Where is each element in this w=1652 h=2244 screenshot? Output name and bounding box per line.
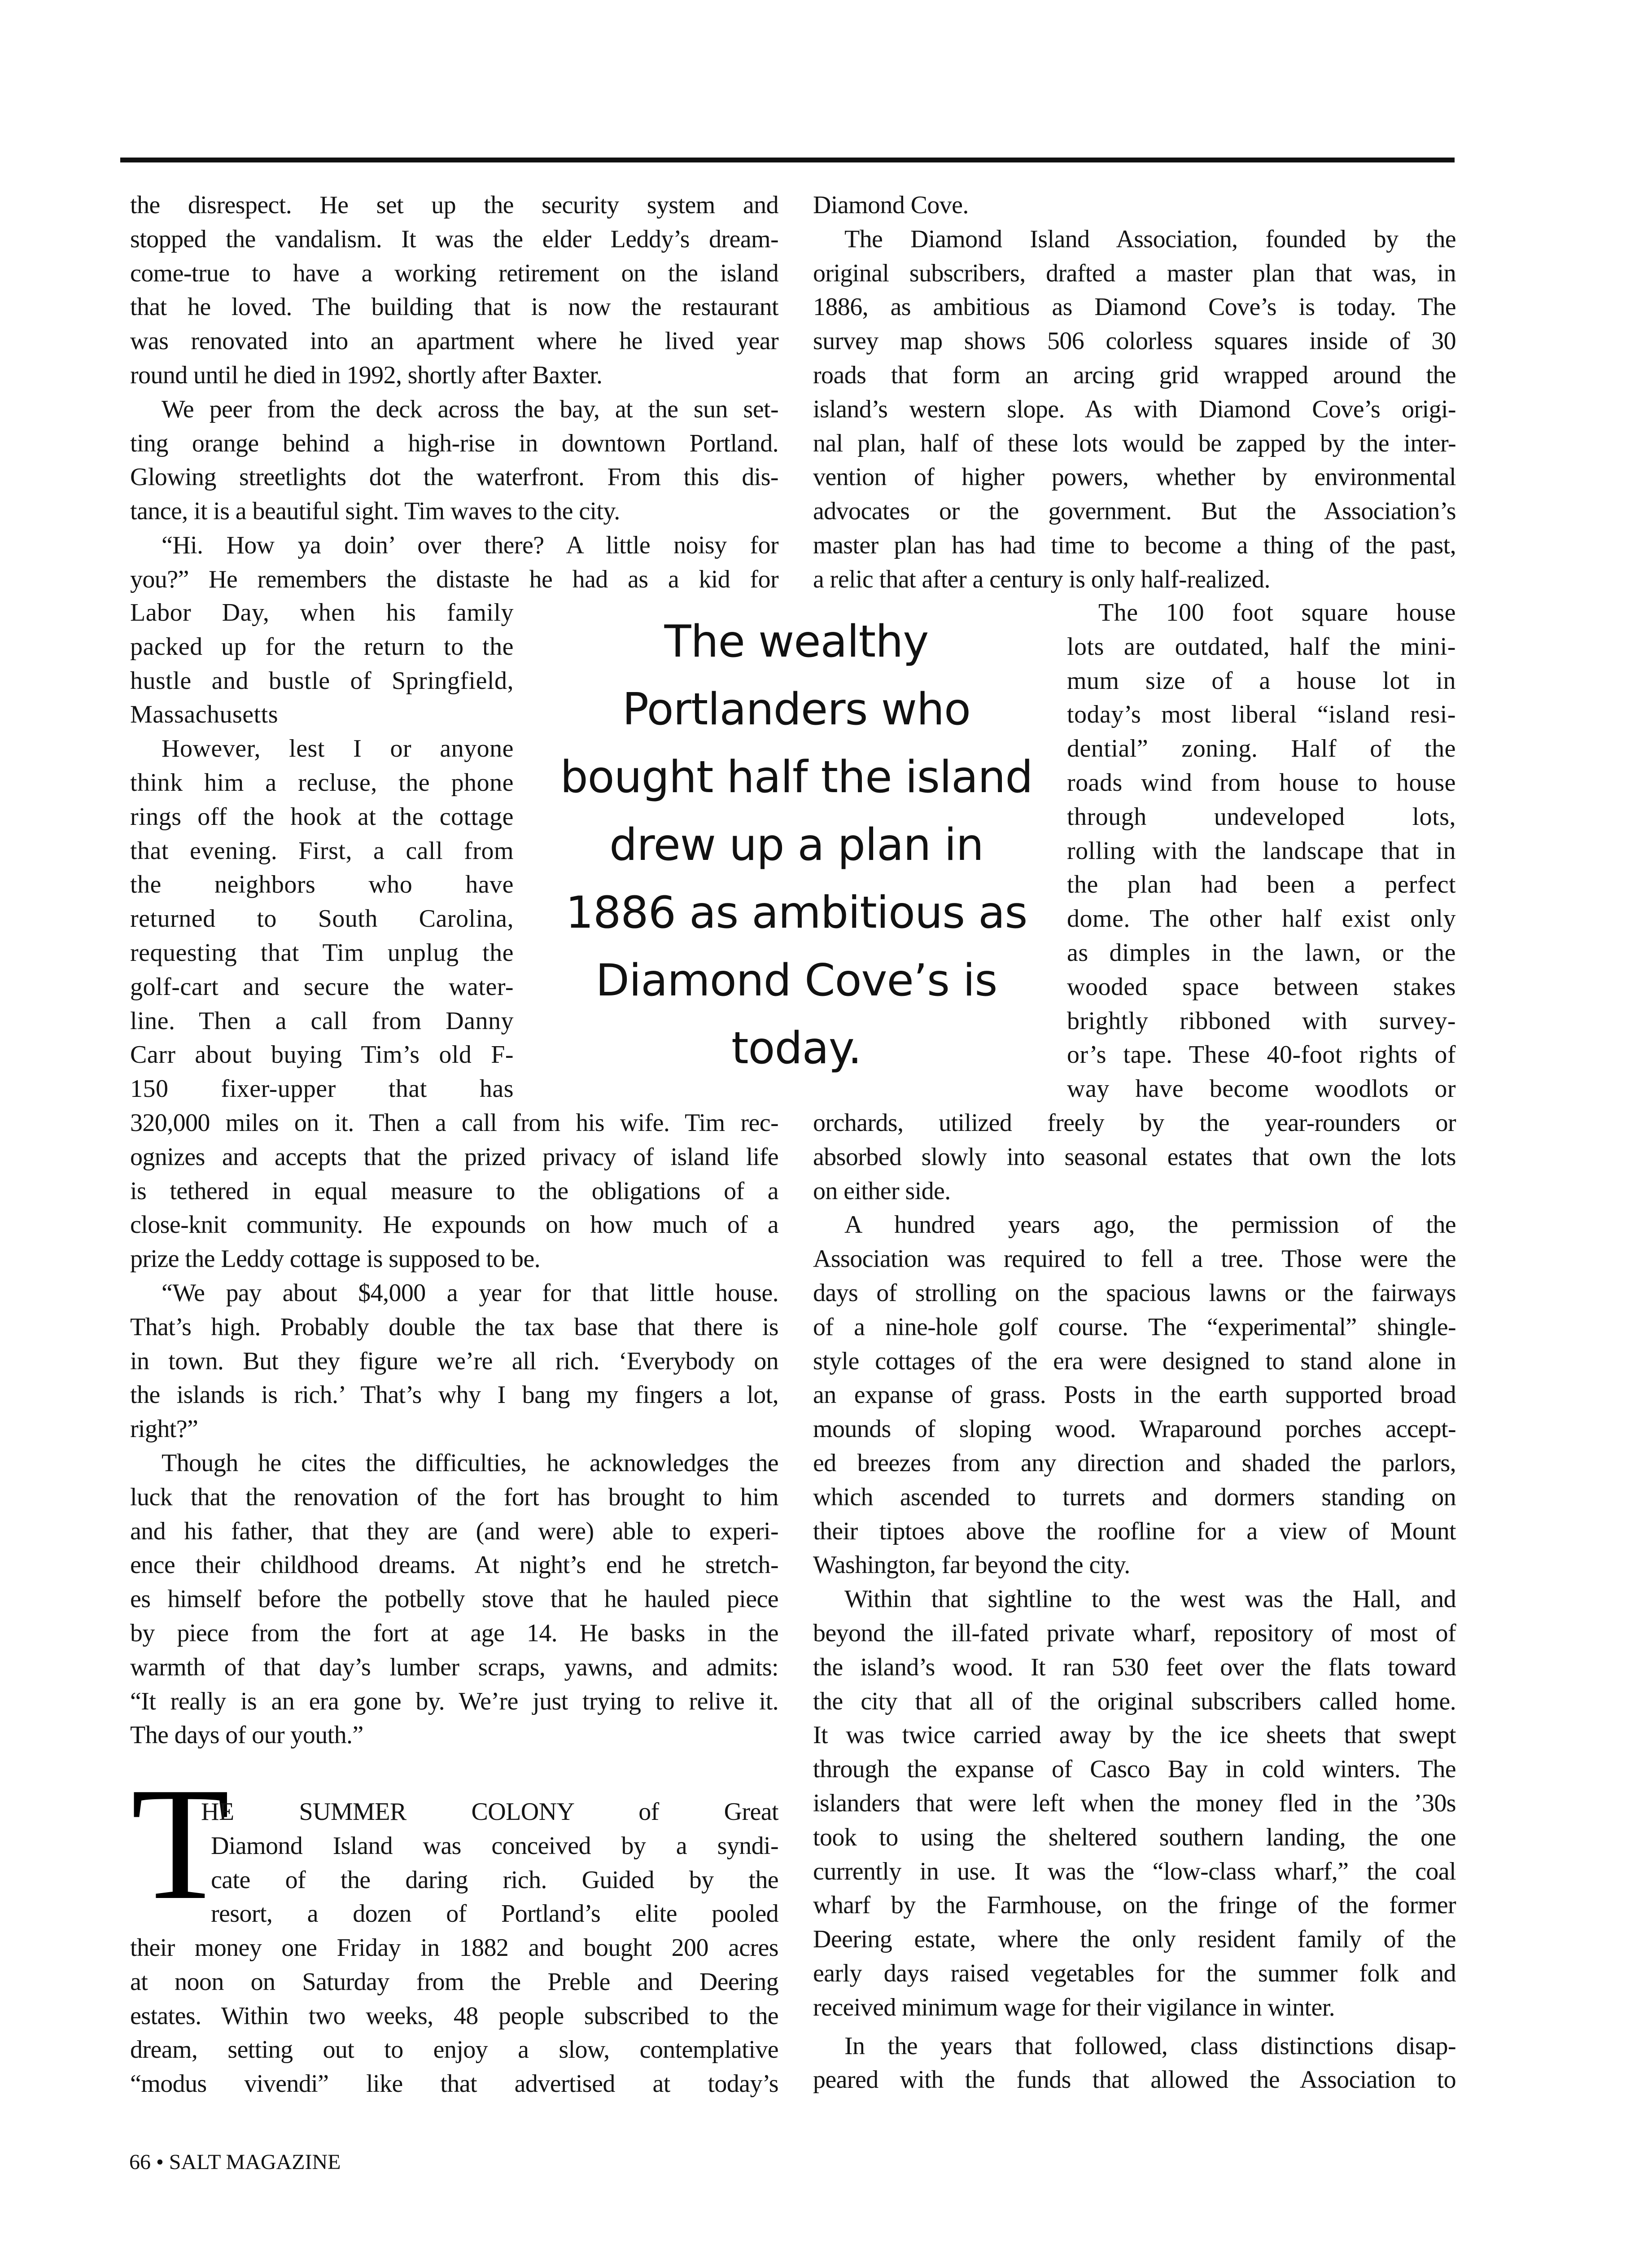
text-line: vention of higher powers, whether by environmental (813, 463, 1456, 491)
text-line: their tiptoes above the roofline for a view of Mount (813, 1517, 1456, 1545)
text-line: or’s tape. These 40-foot rights of (1067, 1041, 1456, 1069)
text-line: 150 fixer-upper that has (130, 1075, 514, 1103)
text-line: Though he cites the difficulties, he acknowledges the (162, 1449, 778, 1477)
left-column-final (130, 1931, 778, 2101)
text-line: dential” zoning. Half of the (1067, 735, 1456, 763)
text-line: Carr about buying Tim’s old F- (130, 1041, 514, 1069)
text-line: lots are outdated, half the mini- (1067, 632, 1456, 661)
text-line: dream, setting out to enjoy a slow, contemplative (130, 2036, 778, 2064)
text-line: in town. But they figure we’re all rich. ‘Everybody on (130, 1347, 778, 1375)
text-line: Washington, far beyond the city. (813, 1551, 1130, 1579)
text-line: took to using the sheltered southern landing, the one (813, 1823, 1456, 1851)
text-line: “Hi. How ya doin’ over there? A little noisy for (162, 531, 778, 559)
text-line: brightly ribboned with survey- (1067, 1007, 1456, 1035)
text-line: The Diamond Island Association, founded by the (844, 225, 1456, 253)
text-line: wharf by the Farmhouse, on the fringe of the former (813, 1891, 1456, 1920)
text-line: roads that form an arcing grid wrapped around the (813, 361, 1456, 389)
pull-quote-line: today. (731, 1023, 861, 1074)
pull-quote-line: Portlanders who (622, 684, 970, 735)
text-line: tance, it is a beautiful sight. Tim waves to the city. (130, 497, 620, 526)
text-line: round until he died in 1992, shortly after Baxter. (130, 361, 603, 389)
text-line: received minimum wage for their vigilance in winter. (813, 1993, 1335, 2021)
text-line: the disrespect. He set up the security system and (130, 191, 778, 219)
text-line: hustle and bustle of Springfield, (130, 666, 514, 695)
text-line: beyond the ill-fated private wharf, repository of most of (813, 1619, 1456, 1647)
text-line: ting orange behind a high-rise in downtown Portland. (130, 429, 778, 457)
text-line: orchards, utilized freely by the year-rounders or (813, 1109, 1456, 1137)
text-line: survey map shows 506 colorless squares inside of 30 (813, 327, 1456, 355)
pull-quote-line: The wealthy (664, 616, 929, 667)
text-line: was renovated into an apartment where he lived year (130, 327, 778, 355)
text-line: HE SUMMER COLONY of Great (201, 1798, 778, 1826)
text-line: returned to South Carolina, (130, 905, 514, 933)
text-line: the plan had been a perfect (1067, 871, 1456, 899)
text-line: that evening. First, a call from (130, 837, 514, 865)
text-line: today’s most liberal “island resi- (1067, 701, 1456, 729)
right-column-bottom (813, 1106, 1456, 2097)
text-line: and his father, that they are (and were) able to experi- (130, 1517, 778, 1545)
text-line: A hundred years ago, the permission of the (844, 1211, 1456, 1239)
text-line: early days raised vegetables for the summer folk and (813, 1959, 1456, 1987)
dropcap-paragraph-lines (201, 1795, 778, 1931)
text-line: master plan has had time to become a thing of the past, (813, 531, 1456, 559)
top-rule (120, 158, 1455, 162)
text-line: absorbed slowly into seasonal estates that own the lots (813, 1143, 1456, 1171)
text-line: ed breezes from any direction and shaded the parlors, (813, 1449, 1456, 1477)
text-line: that he loved. The building that is now the restaurant (130, 293, 778, 321)
text-line: mounds of sloping wood. Wraparound porches accept- (813, 1415, 1456, 1443)
text-line: islanders that were left when the money fled in the ’30s (813, 1789, 1456, 1817)
text-line: Diamond Cove. (813, 191, 969, 219)
text-line: stopped the vandalism. It was the elder Leddy’s dream- (130, 225, 778, 253)
text-line: of a nine-hole golf course. The “experimental” shingle- (813, 1313, 1456, 1341)
text-line: original subscribers, drafted a master plan that was, in (813, 259, 1456, 287)
text-line: dome. The other half exist only (1067, 905, 1456, 933)
left-column-narrow (130, 596, 514, 1106)
text-line: ognizes and accepts that the prized privacy of island life (130, 1143, 778, 1171)
text-line: through undeveloped lots, (1067, 802, 1456, 831)
text-line: an expanse of grass. Posts in the earth supported broad (813, 1381, 1456, 1409)
text-line: days of strolling on the spacious lawns or the fairways (813, 1279, 1456, 1307)
text-line: warmth of that day’s lumber scraps, yawns, and admits: (130, 1653, 778, 1681)
text-line: which ascended to turrets and dormers standing on (813, 1483, 1456, 1511)
text-line: es himself before the potbelly stove that he hauled piece (130, 1585, 778, 1613)
text-line: nal plan, half of these lots would be zapped by the inter- (813, 429, 1456, 457)
text-line: roads wind from house to house (1067, 768, 1456, 797)
text-line: their money one Friday in 1882 and bought 200 acres (130, 1934, 778, 1962)
text-line: a relic that after a century is only half-realized. (813, 565, 1270, 593)
text-line: right?” (130, 1415, 198, 1443)
text-line: advocates or the government. But the Association’s (813, 497, 1456, 526)
text-line: It was twice carried away by the ice sheets that swept (813, 1721, 1456, 1749)
pull-quote (541, 608, 1052, 1083)
text-line: style cottages of the era were designed to stand alone in (813, 1347, 1456, 1375)
text-line: “modus vivendi” like that advertised at today’s (130, 2070, 778, 2098)
pull-quote-line: 1886 as ambitious as (565, 887, 1027, 938)
text-line: island’s western slope. As with Diamond Cove’s origi- (813, 395, 1456, 423)
right-column-top (813, 188, 1456, 597)
text-line: “We pay about $4,000 a year for that little house. (162, 1279, 778, 1307)
text-line: you?” He remembers the distaste he had as a kid for (130, 565, 778, 593)
text-line: on either side. (813, 1177, 951, 1205)
text-line: rolling with the landscape that in (1067, 837, 1456, 865)
left-column-top (130, 188, 778, 597)
text-line: the neighbors who have (130, 871, 514, 899)
text-line: Massachusetts (130, 701, 279, 729)
text-line: Glowing streetlights dot the waterfront. From this dis- (130, 463, 778, 491)
pull-quote-line: drew up a plan in (609, 820, 983, 871)
text-line: resort, a dozen of Portland’s elite pooled (211, 1900, 778, 1928)
text-line: 320,000 miles on it. Then a call from his wife. Tim rec- (130, 1109, 778, 1137)
text-line: However, lest I or anyone (162, 735, 514, 763)
text-line: The days of our youth.” (130, 1721, 363, 1749)
text-line: “It really is an era gone by. We’re just trying to relive it. (130, 1687, 778, 1715)
left-column-bottom (130, 1106, 778, 1753)
text-line: currently in use. It was the “low-class wharf,” the coal (813, 1857, 1456, 1885)
text-line: the city that all of the original subscribers called home. (813, 1687, 1456, 1715)
text-line: way have become woodlots or (1067, 1075, 1456, 1103)
text-line: We peer from the deck across the bay, at the sun set- (162, 395, 778, 423)
text-line: as dimples in the lawn, or the (1067, 938, 1456, 967)
text-line: by piece from the fort at age 14. He basks in the (130, 1619, 778, 1647)
text-line: rings off the hook at the cottage (130, 802, 514, 831)
text-line: mum size of a house lot in (1067, 666, 1456, 695)
text-line: golf-cart and secure the water- (130, 973, 514, 1001)
page-footer: 66 • SALT MAGAZINE (129, 2150, 341, 2174)
text-line: Diamond Island was conceived by a syndi- (211, 1832, 778, 1860)
text-line: at noon on Saturday from the Preble and Deering (130, 1968, 778, 1996)
drop-cap: T (131, 1754, 230, 1933)
text-line: the island’s wood. It ran 530 feet over the flats toward (813, 1653, 1456, 1681)
right-column-narrow (1067, 596, 1456, 1106)
text-line: cate of the daring rich. Guided by the (211, 1866, 778, 1894)
text-line: prize the Leddy cottage is supposed to be. (130, 1245, 541, 1273)
text-line: In the years that followed, class distinctions disap- (844, 2032, 1456, 2060)
text-line: requesting that Tim unplug the (130, 938, 514, 967)
text-line: peared with the funds that allowed the Association to (813, 2066, 1456, 2094)
text-line: is tethered in equal measure to the obligations of a (130, 1177, 778, 1205)
text-line: think him a recluse, the phone (130, 768, 514, 797)
text-line: luck that the renovation of the fort has brought to him (130, 1483, 778, 1511)
text-line: wooded space between stakes (1067, 973, 1456, 1001)
text-line: Deering estate, where the only resident family of the (813, 1925, 1456, 1954)
pull-quote-line: Diamond Cove’s is (595, 955, 997, 1006)
text-line: packed up for the return to the (130, 632, 514, 661)
text-line: through the expanse of Casco Bay in cold winters. The (813, 1755, 1456, 1784)
text-line: Labor Day, when his family (130, 599, 514, 627)
text-line: Within that sightline to the west was the Hall, and (844, 1585, 1456, 1613)
text-line: Association was required to fell a tree. Those were the (813, 1245, 1456, 1273)
text-line: close-knit community. He expounds on how much of a (130, 1211, 778, 1239)
text-line: The 100 foot square house (1098, 599, 1456, 627)
text-line: estates. Within two weeks, 48 people subscribed to the (130, 2002, 778, 2030)
text-line: the islands is rich.’ That’s why I bang my fingers a lot, (130, 1381, 778, 1409)
text-line: line. Then a call from Danny (130, 1007, 514, 1035)
text-line: come-true to have a working retirement on the island (130, 259, 778, 287)
text-line: That’s high. Probably double the tax base that there is (130, 1313, 778, 1341)
text-line: ence their childhood dreams. At night’s end he stretch- (130, 1551, 778, 1579)
text-line: 1886, as ambitious as Diamond Cove’s is today. The (813, 293, 1456, 321)
pull-quote-line: bought half the island (560, 752, 1033, 803)
